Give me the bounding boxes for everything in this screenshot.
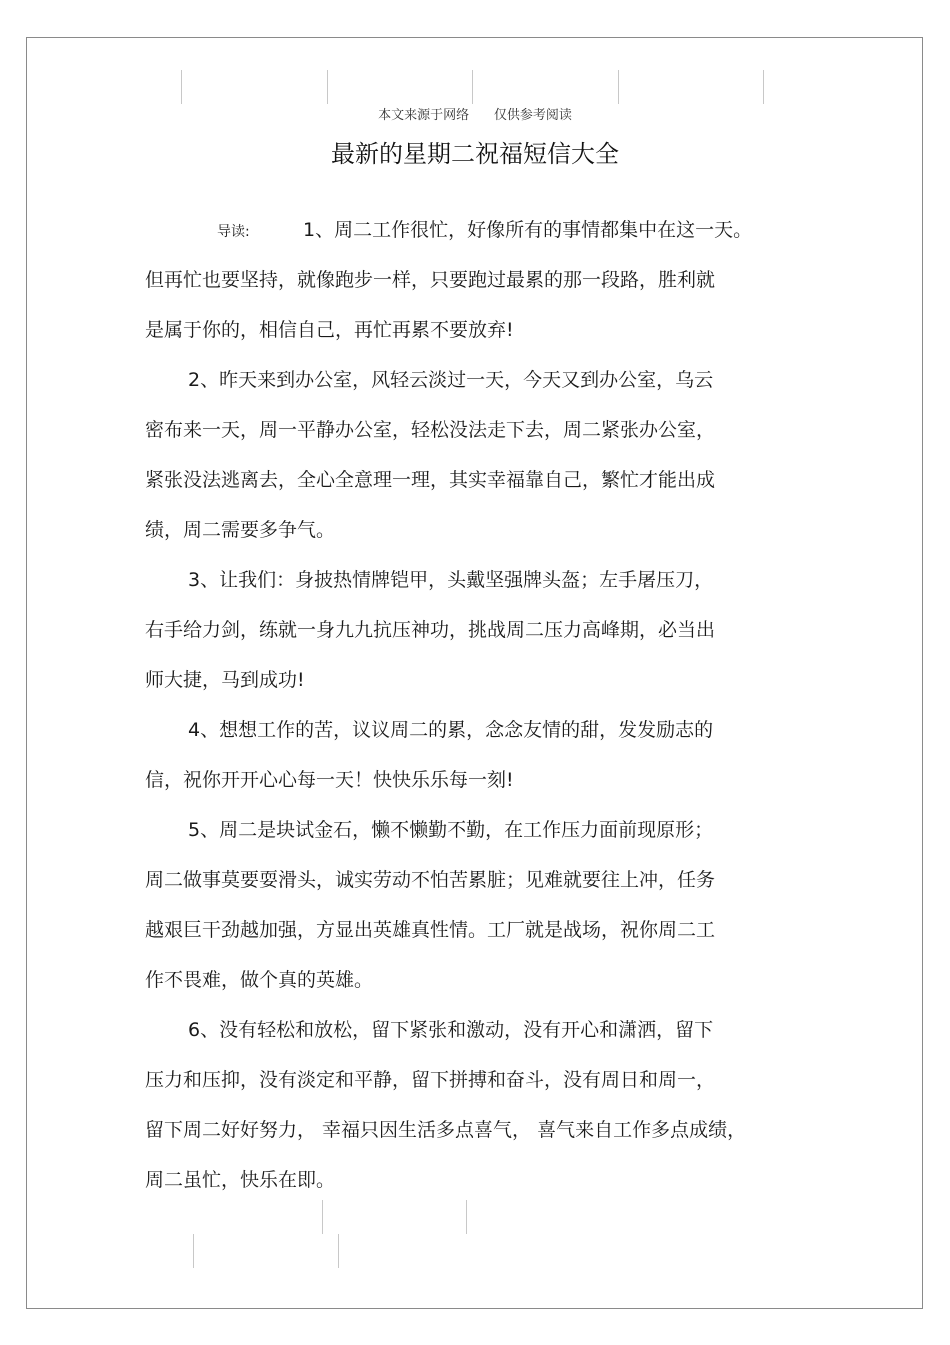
- paragraph-line: 是属于你的，相信自己，再忙再累不要放弃!: [145, 319, 514, 341]
- paragraph-line: 6、没有轻松和放松，留下紧张和激动，没有开心和潇洒，留下: [188, 1019, 714, 1041]
- paragraph-line: 5、周二是块试金石，懒不懒勤不勤，在工作压力面前现原形；: [188, 819, 714, 841]
- bottom-rule-3: [193, 1234, 194, 1268]
- paragraph-line: 作不畏难，做个真的英雄。: [145, 969, 374, 991]
- top-rule-3: [472, 70, 473, 104]
- page-title: 最新的星期二祝福短信大全: [331, 140, 619, 168]
- lead-label: 导读:: [217, 224, 250, 240]
- header-note: 本文来源于网络 仅供参考阅读: [378, 108, 572, 123]
- paragraph-line: 4、想想工作的苦，议议周二的累，念念友情的甜，发发励志的: [188, 719, 714, 741]
- bottom-rule-2: [466, 1200, 467, 1234]
- paragraph-line: 3、让我们：身披热情牌铠甲，头戴坚强牌头盔；左手屠压刀，: [188, 569, 714, 591]
- paragraph-line: 留下周二好好努力， 幸福只因生活多点喜气， 喜气来自工作多点成绩，: [145, 1119, 747, 1141]
- top-rule-4: [618, 70, 619, 104]
- bottom-rule-1: [322, 1200, 323, 1234]
- paragraph-line: 2、昨天来到办公室，风轻云淡过一天，今天又到办公室，乌云: [188, 369, 714, 391]
- paragraph-line: 绩，周二需要多争气。: [145, 519, 336, 541]
- top-rule-2: [327, 70, 328, 104]
- top-rule-5: [763, 70, 764, 104]
- paragraph-line: 信，祝你开开心心每一天！快快乐乐每一刻!: [145, 769, 514, 791]
- paragraph-line: 右手给力剑，练就一身九九抗压神功，挑战周二压力高峰期，必当出: [145, 619, 716, 641]
- paragraph-line: 周二做事莫要耍滑头，诚实劳动不怕苦累脏；见难就要往上冲，任务: [145, 869, 716, 891]
- paragraph-line: 压力和压抑，没有淡定和平静，留下拼搏和奋斗，没有周日和周一，: [145, 1069, 716, 1091]
- top-rule-1: [181, 70, 182, 104]
- paragraph-line-lead: [145, 205, 805, 255]
- paragraph-line: 周二虽忙，快乐在即。: [145, 1169, 336, 1191]
- bottom-rule-4: [338, 1234, 339, 1268]
- paragraph-line: 师大捷，马到成功!: [145, 669, 305, 691]
- paragraph-line: 1、周二工作很忙，好像所有的事情都集中在这一天。: [303, 219, 753, 241]
- paragraph-line: 但再忙也要坚持，就像跑步一样，只要跑过最累的那一段路，胜利就: [145, 269, 716, 291]
- paragraph-line: 越艰巨干劲越加强，方显出英雄真性情。工厂就是战场，祝你周二工: [145, 919, 716, 941]
- paragraph-line: 密布来一天，周一平静办公室，轻松没法走下去，周二紧张办公室，: [145, 419, 716, 441]
- article-body: [145, 205, 805, 1205]
- paragraph-line: 紧张没法逃离去，全心全意理一理，其实幸福靠自己，繁忙才能出成: [145, 469, 716, 491]
